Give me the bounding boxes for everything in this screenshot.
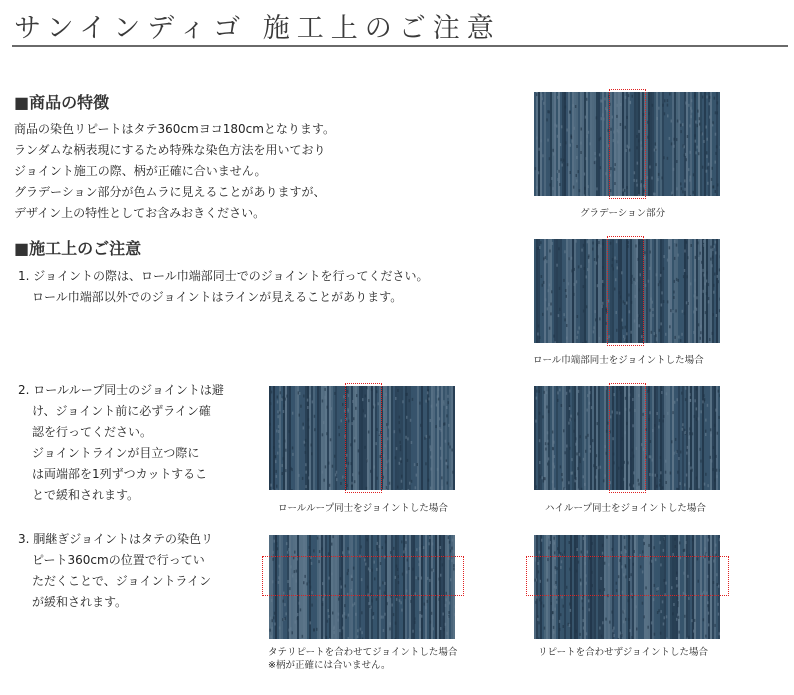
- caution-item-2-line: け、ジョイント前に必ずライン確: [32, 404, 211, 418]
- caption-repeat-note: ※柄が正確には合いません。: [268, 660, 391, 671]
- caption-gradation: グラデーション部分: [580, 208, 666, 219]
- caption-repeat-nomatch: リピートを合わせずジョイントした場合: [538, 647, 709, 658]
- highlight-box: [345, 383, 382, 493]
- caption-low-loop: ロールループ同士をジョイントした場合: [278, 503, 448, 514]
- caution-item-2-line: は両端部を1列ずつカットするこ: [32, 467, 208, 481]
- caution-item-1: [18, 266, 429, 308]
- caution-item-3-line: ただくことで、ジョイントライン: [32, 574, 212, 588]
- caption-high-loop: ハイループ同士をジョイントした場合: [545, 503, 706, 514]
- page-title: サンインディゴ 施工上のご注意: [14, 13, 501, 44]
- caution-item-3-line: 3. 胴継ぎジョイントはタテの染色リ: [18, 532, 214, 546]
- caution-item-2-line: とで緩和されます。: [32, 488, 140, 502]
- highlight-box: [609, 89, 646, 199]
- caution-item-2-line: ジョイントラインが目立つ際に: [32, 446, 200, 460]
- caution-item-3-line: が緩和されます。: [32, 595, 128, 609]
- features-line: ランダムな柄表現にするため特殊な染色方法を用いており: [14, 143, 326, 157]
- features-heading: ■商品の特徴: [14, 93, 110, 112]
- cautions-heading: ■施工上のご注意: [14, 239, 142, 258]
- caution-item-3-line: ピート360cmの位置で行ってい: [32, 553, 205, 567]
- highlight-box: [262, 556, 464, 596]
- highlight-box: [609, 383, 646, 493]
- caption-repeat-match: タテリピートを合わせてジョイントした場合: [268, 647, 458, 658]
- caution-item-2-line: 認を行ってください。: [32, 425, 153, 439]
- features-line: ジョイント施工の際、柄が正確に合いません。: [14, 164, 267, 178]
- highlight-box: [607, 236, 644, 346]
- caution-item-2-line: 2. ロールループ同士のジョイントは避: [18, 383, 224, 397]
- features-text: [14, 119, 335, 224]
- caution-item-3: [18, 529, 213, 613]
- features-line: デザイン上の特性としてお含みおきください。: [14, 206, 266, 220]
- highlight-box: [526, 556, 729, 596]
- title-divider: [12, 45, 788, 47]
- features-line: 商品の染色リピートはタテ360cmヨコ180cmとなります。: [14, 122, 335, 136]
- caution-item-2: [18, 380, 224, 506]
- caption-roll-edge: ロール巾端部同士をジョイントした場合: [533, 355, 704, 366]
- caution-item-1-line: ロール巾端部以外でのジョイントはラインが見えることがあります。: [32, 290, 403, 304]
- caution-item-1-line: 1. ジョイントの際は、ロール巾端部同士でのジョイントを行ってください。: [18, 269, 429, 283]
- features-line: グラデーション部分が色ムラに見えることがありますが、: [14, 185, 326, 199]
